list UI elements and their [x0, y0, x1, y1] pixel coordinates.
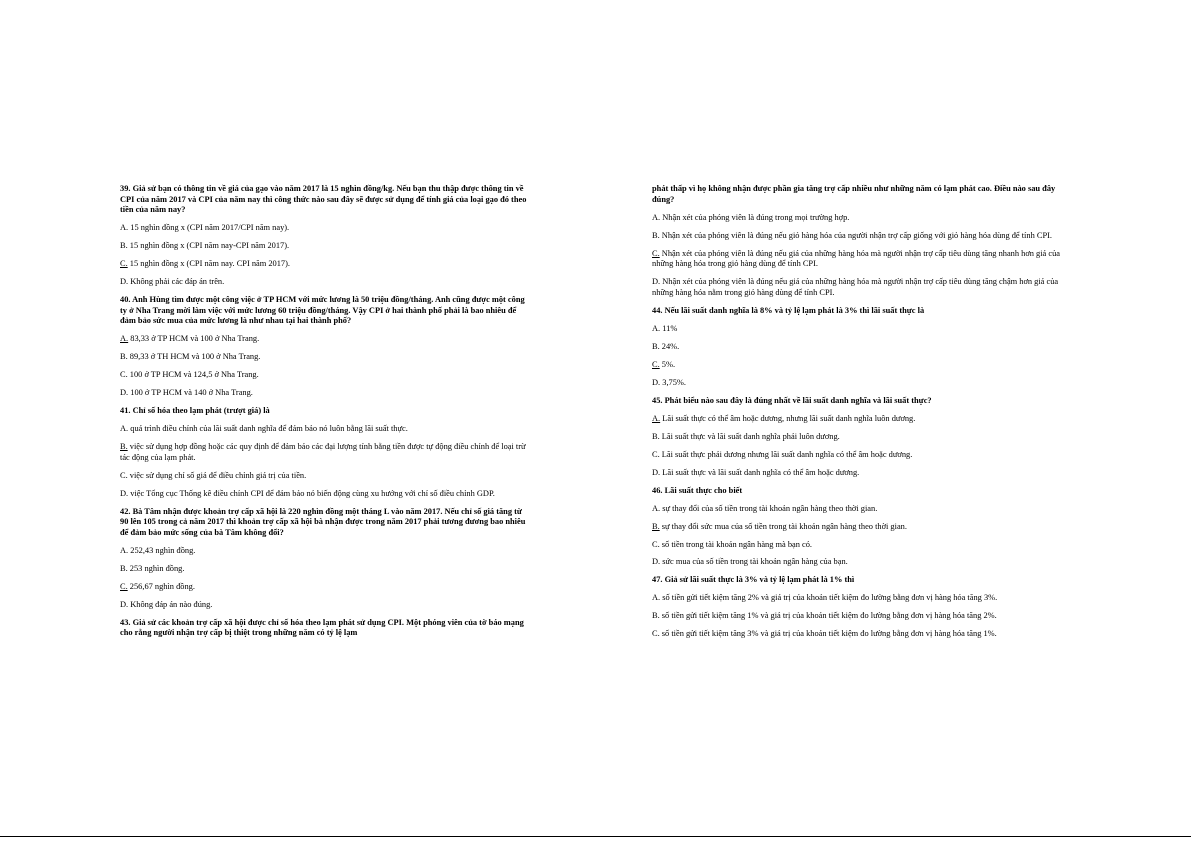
right-column	[652, 184, 1066, 647]
answer-option	[120, 489, 532, 500]
question-text: 46. Lãi suất thực cho biết	[652, 485, 743, 495]
answer-option	[652, 557, 1066, 568]
question-text: 40. Anh Hùng tìm được một công việc ở TP HCM với mức lương là 50 triệu đồng/tháng. Anh cũng được một công ty ở Nha Trang mời làm việc với mức lương 60 triệu đồng/tháng. Vậy CPI ở hai thành phố phải là bao nhiêu để đảm bảo sức mua của mức lương là như nhau tại hai thành phố?	[120, 295, 525, 326]
option-letter: C.	[652, 359, 660, 369]
answer-option	[120, 424, 532, 435]
option-text: sức mua của số tiền trong tài khoản ngân hàng của bạn.	[660, 557, 848, 567]
option-text: Lãi suất thực và lãi suất danh nghĩa có thể âm hoặc dương.	[660, 467, 860, 477]
option-text: số tiền gửi tiết kiệm tăng 3% và giá trị của khoản tiết kiệm đo lường bằng đơn vị hàng hóa tăng 1%.	[659, 629, 997, 639]
option-text: Lãi suất thực có thể âm hoặc dương, nhưng lãi suất danh nghĩa luôn dương.	[660, 413, 916, 423]
answer-option	[652, 611, 1066, 622]
question-text: 47. Giả sử lãi suất thực là 3% và tỷ lệ lạm phát là 1% thì	[652, 575, 855, 585]
option-letter: C.	[120, 370, 128, 380]
answer-option	[120, 259, 532, 270]
answer-option	[120, 352, 532, 363]
option-letter: D.	[120, 388, 129, 398]
option-text: 5%.	[659, 359, 676, 369]
answer-option	[120, 582, 532, 593]
option-text: sự thay đổi sức mua của số tiền trong tài khoản ngân hàng theo thời gian.	[659, 521, 907, 531]
option-letter: A.	[120, 424, 129, 434]
option-text: 24%.	[659, 341, 680, 351]
option-text: sự thay đổi của số tiền trong tài khoản ngân hàng theo thời gian.	[660, 503, 878, 513]
option-letter: B.	[120, 563, 128, 573]
answer-option	[652, 540, 1066, 551]
answer-option	[652, 468, 1066, 479]
option-text: 100 ở TP HCM và 124,5 ở Nha Trang.	[127, 370, 259, 380]
answer-option	[120, 442, 532, 463]
option-text: Nhận xét của phóng viên là đúng nếu giỏ hàng hóa của người nhận trợ cấp giống với giỏ hàng hóa dùng để tính CPI.	[659, 230, 1052, 240]
option-letter: C.	[120, 581, 128, 591]
answer-option	[652, 213, 1066, 224]
option-letter: D.	[652, 467, 661, 477]
answer-option	[652, 360, 1066, 371]
option-letter: D.	[120, 488, 129, 498]
option-text: Không phải các đáp án trên.	[128, 277, 225, 287]
answer-option	[120, 277, 532, 288]
option-letter: A.	[120, 223, 129, 233]
question-text: 45. Phát biểu nào sau đây là đúng nhất về lãi suất danh nghĩa và lãi suất thực?	[652, 395, 932, 405]
option-letter: C.	[652, 539, 660, 549]
option-letter: C.	[120, 470, 128, 480]
option-text: việc sử dụng chỉ số giá để điều chỉnh giá trị của tiền.	[127, 470, 307, 480]
option-letter: D.	[120, 277, 129, 287]
option-letter: A.	[652, 413, 661, 423]
option-letter: B.	[652, 341, 660, 351]
option-letter: A.	[652, 212, 661, 222]
option-letter: A.	[120, 545, 129, 555]
option-text: số tiền gửi tiết kiệm tăng 2% và giá trị của khoản tiết kiệm đo lường bằng đơn vị hàng hóa tăng 3%.	[660, 593, 998, 603]
answer-option	[652, 629, 1066, 640]
question-text: 42. Bà Tâm nhận được khoản trợ cấp xã hội là 220 nghìn đồng một tháng L vào năm 2017. Nếu chỉ số giá tăng từ 90 lên 105 trong cả năm 2017 thì khoản trợ cấp xã hội bà nhận được trong năm 2017 phải tương đương bao nhiêu để đảm bảo mức sống của bà Tâm không đổi?	[120, 506, 526, 537]
question-text: 39. Giả sử bạn có thông tin về giá của gạo vào năm 2017 là 15 nghìn đồng/kg. Nếu bạn thu thập được thông tin về CPI của năm 2017 và CPI của năm nay thì công thức nào sau đây sẽ được sử dụng để tính giá của loại gạo đó theo tiền của năm nay?	[120, 184, 527, 215]
option-text: 89,33 ở TH HCM và 100 ở Nha Trang.	[127, 352, 261, 362]
option-text: Không đáp án nào đúng.	[128, 599, 213, 609]
page-bottom-rule	[0, 836, 1191, 837]
answer-option	[652, 324, 1066, 335]
option-text: số tiền gửi tiết kiệm tăng 1% và giá trị của khoản tiết kiệm đo lường bằng đơn vị hàng hóa tăng 2%.	[659, 611, 997, 621]
answer-option	[120, 370, 532, 381]
answer-option	[652, 342, 1066, 353]
question-text: 41. Chỉ số hóa theo lạm phát (trượt giá) là	[120, 406, 270, 416]
option-text: việc sử dụng hợp đồng hoặc các quy định để đảm bảo các đại lượng tính bằng tiền được tự động điều chỉnh để loại trừ tác động của lạm phát.	[120, 442, 526, 462]
answer-option	[652, 414, 1066, 425]
answer-option	[120, 241, 532, 252]
answer-option	[652, 450, 1066, 461]
option-text: quá trình điều chỉnh của lãi suất danh nghĩa để đảm bảo nó luôn bằng lãi suất thực.	[128, 424, 408, 434]
option-text: Lãi suất thực và lãi suất danh nghĩa phải luôn dương.	[659, 431, 840, 441]
answer-option	[120, 564, 532, 575]
option-letter: D.	[120, 599, 129, 609]
answer-option	[652, 249, 1066, 270]
answer-option	[652, 277, 1066, 298]
option-letter: C.	[652, 449, 660, 459]
answer-option	[120, 334, 532, 345]
option-letter: D.	[652, 557, 661, 567]
option-text: 3,75%.	[660, 377, 686, 387]
option-text: việc Tổng cục Thống kê điều chỉnh CPI để đảm bảo nó biến động cùng xu hướng với chỉ số điều chỉnh GDP.	[128, 488, 495, 498]
answer-option	[652, 432, 1066, 443]
option-letter: A.	[652, 323, 661, 333]
option-text: 15 nghìn đồng x (CPI năm nay-CPI năm 2017).	[127, 241, 290, 251]
option-letter: B.	[120, 442, 128, 452]
option-text: Nhận xét của phóng viên là đúng nếu giá của những hàng hóa mà người nhận trợ cấp tiêu dùng tăng chậm hơn giá của những hàng hóa nằm trong giỏ hàng dùng để tính CPI.	[652, 277, 1059, 297]
option-text: 15 nghìn đồng x (CPI năm nay. CPI năm 2017).	[127, 259, 290, 269]
option-letter: D.	[652, 277, 661, 287]
option-letter: B.	[652, 431, 660, 441]
option-text: Nhận xét của phóng viên là đúng trong mọi trường hợp.	[660, 212, 850, 222]
answer-option	[652, 231, 1066, 242]
option-letter: A.	[652, 593, 661, 603]
option-letter: B.	[652, 230, 660, 240]
option-letter: B.	[120, 352, 128, 362]
option-text: 252,43 nghìn đồng.	[128, 545, 196, 555]
question-text: phát thấp vì họ không nhận được phần gia tăng trợ cấp nhiều như những năm có lạm phát cao. Điều nào sau đây đúng?	[652, 184, 1056, 204]
answer-option	[120, 471, 532, 482]
answer-option	[120, 546, 532, 557]
answer-option	[120, 223, 532, 234]
option-letter: C.	[652, 248, 660, 258]
answer-option	[652, 522, 1066, 533]
option-text: 11%	[660, 323, 678, 333]
option-letter: A.	[652, 503, 661, 513]
option-letter: A.	[120, 334, 129, 344]
answer-option	[652, 378, 1066, 389]
option-letter: B.	[652, 521, 660, 531]
option-text: 15 nghìn đồng x (CPI năm 2017/CPI năm nay).	[128, 223, 290, 233]
option-text: Lãi suất thực phải dương nhưng lãi suất danh nghĩa có thể âm hoặc dương.	[659, 449, 913, 459]
option-letter: B.	[120, 241, 128, 251]
question-text: 43. Giả sử các khoản trợ cấp xã hội được chỉ số hóa theo lạm phát sử dụng CPI. Một phóng viên của tờ báo mạng cho rằng người nhận trợ cấp bị thiệt trong những năm có tỷ lệ lạm	[120, 617, 524, 638]
question-text: 44. Nếu lãi suất danh nghĩa là 8% và tỷ lệ lạm phát là 3% thì lãi suất thực là	[652, 305, 925, 315]
answer-option	[652, 593, 1066, 604]
option-text: Nhận xét của phóng viên là đúng nếu giá của những hàng hóa mà người nhận trợ cấp tiêu dùng tăng nhanh hơn giá của những hàng hóa trong giỏ hàng dùng để tính CPI.	[652, 248, 1060, 269]
option-text: 256,67 nghìn đồng.	[127, 581, 195, 591]
answer-option	[120, 600, 532, 611]
option-text: số tiền trong tài khoản ngân hàng mà bạn có.	[659, 539, 813, 549]
answer-option	[652, 504, 1066, 515]
left-column	[120, 184, 532, 646]
option-letter: C.	[120, 259, 128, 269]
answer-option	[120, 388, 532, 399]
option-letter: B.	[652, 611, 660, 621]
option-letter: C.	[652, 629, 660, 639]
option-text: 100 ở TP HCM và 140 ở Nha Trang.	[128, 388, 253, 398]
option-text: 253 nghìn đồng.	[127, 563, 185, 573]
option-text: 83,33 ở TP HCM và 100 ở Nha Trang.	[128, 334, 260, 344]
option-letter: D.	[652, 377, 661, 387]
